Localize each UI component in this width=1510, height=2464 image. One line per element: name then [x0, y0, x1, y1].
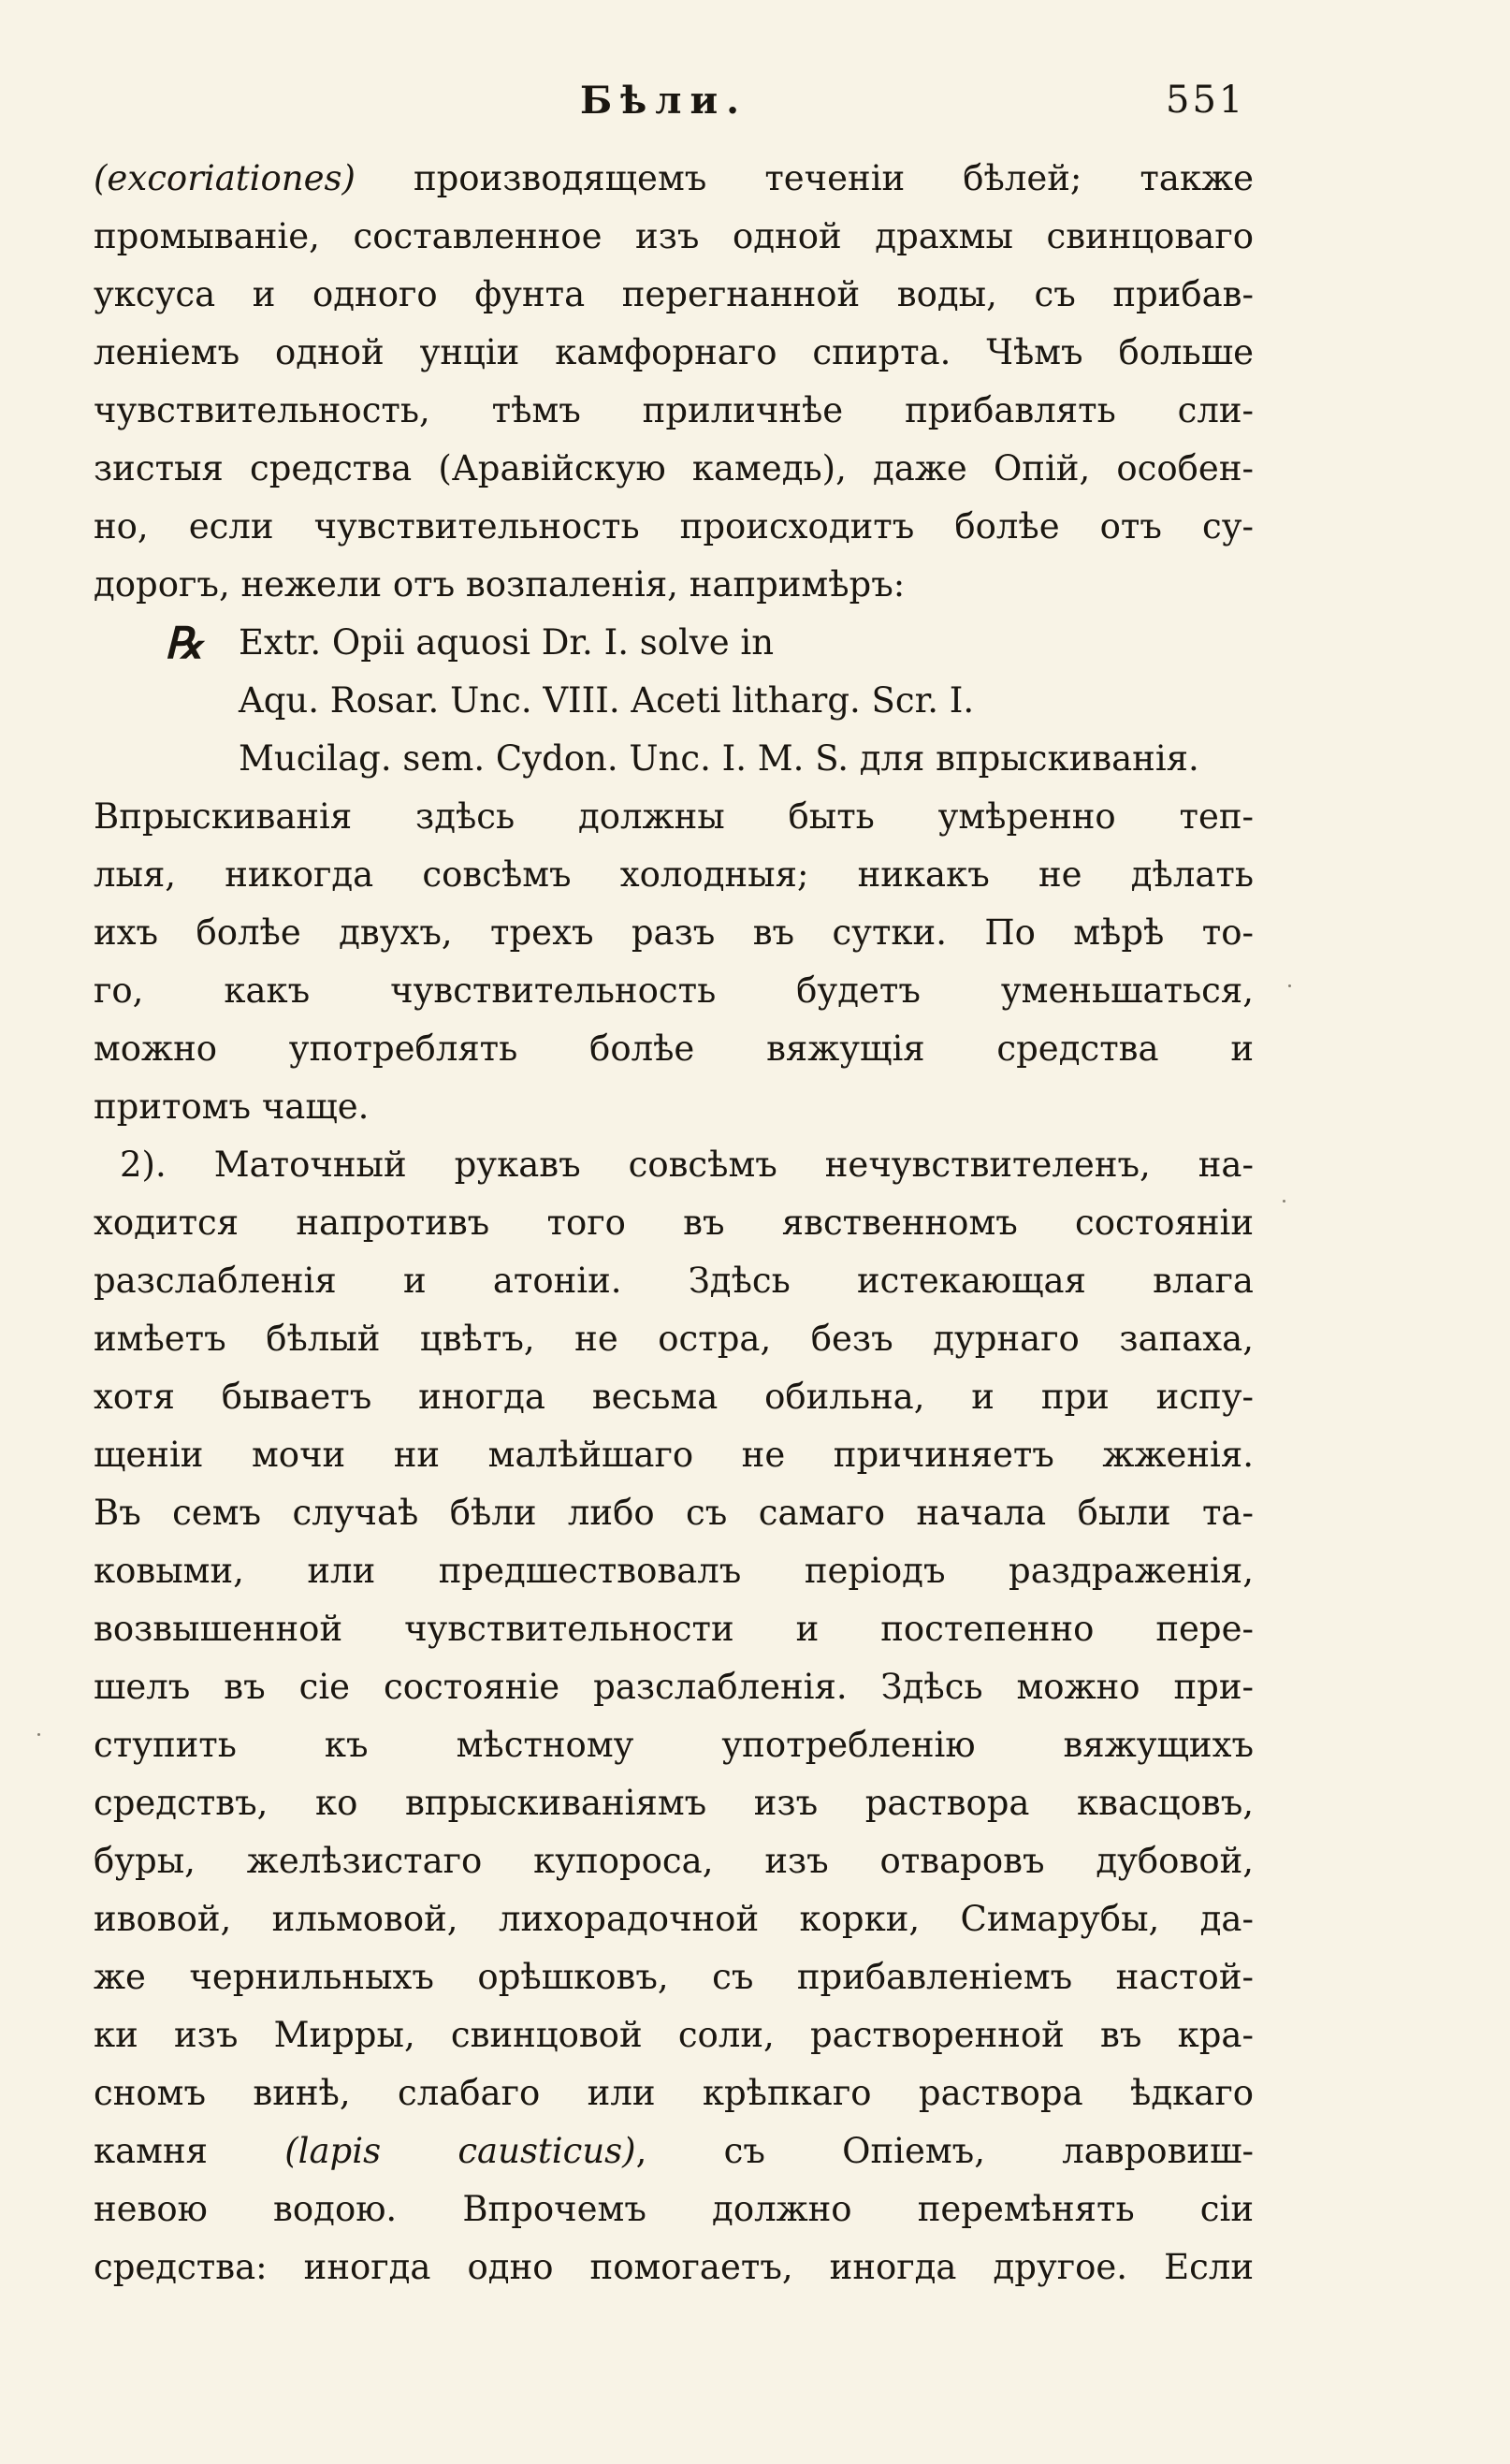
recipe-line: ℞ Extr. Opii aquosi Dr. I. solve in — [94, 614, 1254, 672]
text-line: хотя бываетъ иногда весьма обильна, и при испу- — [94, 1377, 1254, 1417]
text-line: лыя, никогда совсѣмъ холодныя; никакъ не дѣлать — [94, 854, 1254, 895]
text-line: средствъ, ко впрыскиваніямъ изъ раствора квасцовъ, — [94, 1783, 1254, 1823]
text-line: же чернильныхъ орѣшковъ, съ прибавленіемъ настой- — [94, 1957, 1254, 1997]
text-line: невою водою. Впрочемъ должно перемѣнять сіи — [94, 2189, 1254, 2229]
text-line: ихъ болѣе двухъ, трехъ разъ въ сутки. По мѣрѣ то- — [94, 912, 1254, 953]
running-head: Бѣли. — [580, 79, 748, 123]
text-line: уксуса и одного фунта перегнанной воды, съ прибав- — [94, 274, 1254, 314]
page-number: 551 — [1166, 79, 1246, 122]
text-line: сномъ винѣ, слабаго или крѣпкаго раствора ѣдкаго — [94, 2073, 1254, 2113]
text-line: ходится напротивъ того въ явственномъ состояніи — [94, 1203, 1254, 1243]
text-line: камня (lapis causticus), съ Опіемъ, лавровиш- — [94, 2131, 1254, 2171]
text-line: ступить къ мѣстному употребленію вяжущихъ — [94, 1725, 1254, 1765]
recipe-line: Mucilag. sem. Cydon. Unc. I. M. S. для впрыскиванія. — [239, 738, 1199, 779]
paper-speck — [37, 1733, 40, 1736]
text-line: зистыя средства (Аравійскую камедь), даже Опій, особен- — [94, 448, 1254, 488]
text-line: возвышенной чувствительности и постепенно пере- — [94, 1609, 1254, 1649]
text-line: (excoriationes) производящемъ теченіи бѣлей; также — [94, 158, 1254, 198]
text-line: средства: иногда одно помогаетъ, иногда другое. Если — [94, 2247, 1254, 2287]
text-line: ковыми, или предшествовалъ періодъ раздраженія, — [94, 1551, 1254, 1591]
text-line: но, если чувствительность происходитъ болѣе отъ су- — [94, 506, 1254, 547]
body-text — [94, 150, 1254, 2296]
text-line: дорогъ, нежели отъ возпаленія, напримѣръ: — [94, 564, 906, 605]
text-line: разслабленія и атоніи. Здѣсь истекающая влага — [94, 1261, 1254, 1301]
text-line: шелъ въ сіе состояніе разслабленія. Здѣсь можно при- — [94, 1667, 1254, 1707]
text-line: чувствительность, тѣмъ приличнѣе прибавлять сли- — [94, 390, 1254, 430]
text-line: притомъ чаще. — [94, 1086, 370, 1127]
text-line: имѣетъ бѣлый цвѣтъ, не остра, безъ дурнаго запаха, — [94, 1319, 1254, 1359]
text-line: ки изъ Мирры, свинцовой соли, растворенной въ кра- — [94, 2015, 1254, 2055]
text-line: 2). Маточный рукавъ совсѣмъ нечувствителенъ, на- — [120, 1145, 1254, 1185]
text-line: промываніе, составленное изъ одной драхмы свинцоваго — [94, 216, 1254, 256]
text-line: можно употреблять болѣе вяжущія средства и — [94, 1028, 1254, 1069]
recipe-rx-icon: ℞ — [165, 618, 204, 668]
text-line: леніемъ одной унціи камфорнаго спирта. Чѣмъ больше — [94, 332, 1254, 372]
page-header — [0, 79, 1510, 135]
text-line: ивовой, ильмовой, лихорадочной корки, Симарубы, да- — [94, 1899, 1254, 1939]
paper-speck — [1283, 1200, 1285, 1203]
text-line: Въ семъ случаѣ бѣли либо съ самаго начала были та- — [94, 1493, 1254, 1533]
text-line: буры, желѣзистаго купороса, изъ отваровъ дубовой, — [94, 1841, 1254, 1881]
text-line: щеніи мочи ни малѣйшаго не причиняетъ жженія. — [94, 1435, 1254, 1475]
text-line: Впрыскиванія здѣсь должны быть умѣренно теп- — [94, 796, 1254, 837]
paper-speck — [1288, 984, 1291, 987]
recipe-line: Aqu. Rosar. Unc. VIII. Aceti lithаrg. Scr. I. — [239, 680, 975, 721]
text-line: го, какъ чувствительность будетъ уменьшаться, — [94, 970, 1254, 1011]
